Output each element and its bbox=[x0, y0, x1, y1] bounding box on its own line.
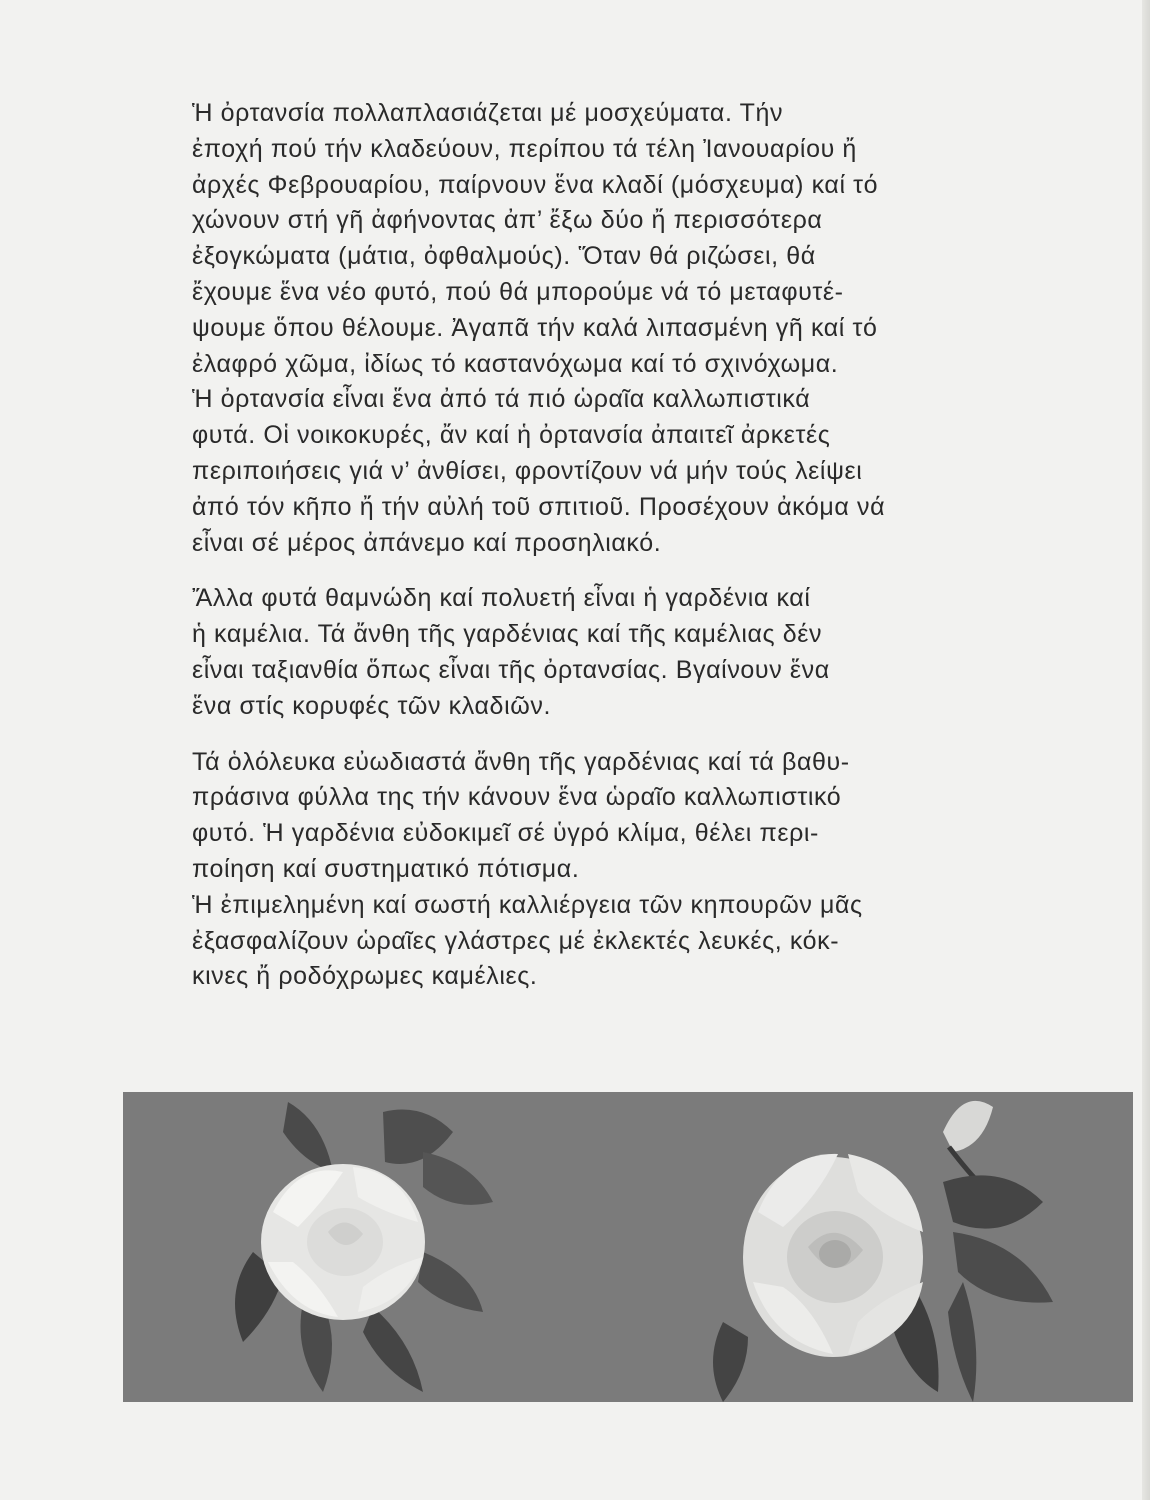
text-block bbox=[192, 96, 1034, 1015]
camellia-flower bbox=[713, 1101, 1053, 1402]
paragraph-camellia-cultivation: Ἡ ἐπιμελημένη καί σωστή καλλιέργεια τῶν κηπουρῶν μᾶς ἐξασφαλίζουν ὡραῖες γλάστρες μέ ἐκλεκτές λευκές, κόκ- κινες ἤ ροδόχρωμες καμέλιες. bbox=[192, 890, 863, 991]
page-edge bbox=[1142, 0, 1150, 1500]
gardenia-flower bbox=[235, 1102, 493, 1392]
flower-illustration-svg bbox=[123, 1092, 1133, 1402]
paragraph-hydrangea-ornamental: Ἡ ὀρτανσία εἶναι ἕνα ἀπό τά πιό ὡραῖα καλλωπιστικά φυτά. Οἱ νοικοκυρές, ἄν καί ἡ ὀρτανσία ἀπαιτεῖ ἀρκετές περιποιήσεις γιά ν’ ἀνθίσει, φροντίζουν νά μήν τούς λείψει ἀπό τόν κῆπο ἤ τήν αὐλή τοῦ σπιτιοῦ. Προσέχουν ἀκόμα νά εἶναι σέ μέρος ἀπάνεμο καί προσηλιακό. bbox=[192, 385, 886, 557]
paragraph-gardenia-care: Τά ὁλόλευκα εὐωδιαστά ἄνθη τῆς γαρδένιας καί τά βαθυ- πράσινα φύλλα της τήν κάνουν ἕνα ὡραῖο καλλωπιστικό φυτό. Ἡ γαρδένια εὐδοκιμεῖ σέ ὑγρό κλίμα, θέλει περι- ποίηση καί συστηματικό πότισμα. bbox=[192, 747, 850, 883]
paragraph-hydrangea-propagation: Ἡ ὀρτανσία πολλαπλασιάζεται μέ μοσχεύματα. Τήν ἐποχή πού τήν κλαδεύουν, περίπου τά τέλη Ἰανουαρίου ἤ ἀρχές Φεβρουαρίου, παίρνουν ἕνα κλαδί (μόσχευμα) καί τό χώνουν στή γῆ ἀφήνοντας ἀπ’ ἔξω δύο ἤ περισσότερα ἐξογκώματα (μάτια, ὀφθαλμούς). Ὅταν θά ριζώσει, θά ἔχουμε ἕνα νέο φυτό, πού θά μπορούμε νά τό μεταφυτέ- ψουμε ὅπου θέλουμε. Ἀγαπᾶ τήν καλά λιπασμένη γῆ καί τό ἐλαφρό χῶμα, ἰδίως τό καστανόχωμα καί τό σχινόχωμα. bbox=[192, 99, 879, 378]
flower-illustration bbox=[123, 1092, 1133, 1402]
paragraph-gardenia-camellia: Ἄλλα φυτά θαμνώδη καί πολυετή εἶναι ἡ γαρδένια καί ἡ καμέλια. Τά ἄνθη τῆς γαρδένιας καί τῆς καμέλιας δέν εἶναι ταξιανθία ὅπως εἶναι τῆς ὀρτανσίας. Βγαίνουν ἕνα ἕνα στίς κορυφές τῶν κλαδιῶν. bbox=[192, 584, 830, 720]
